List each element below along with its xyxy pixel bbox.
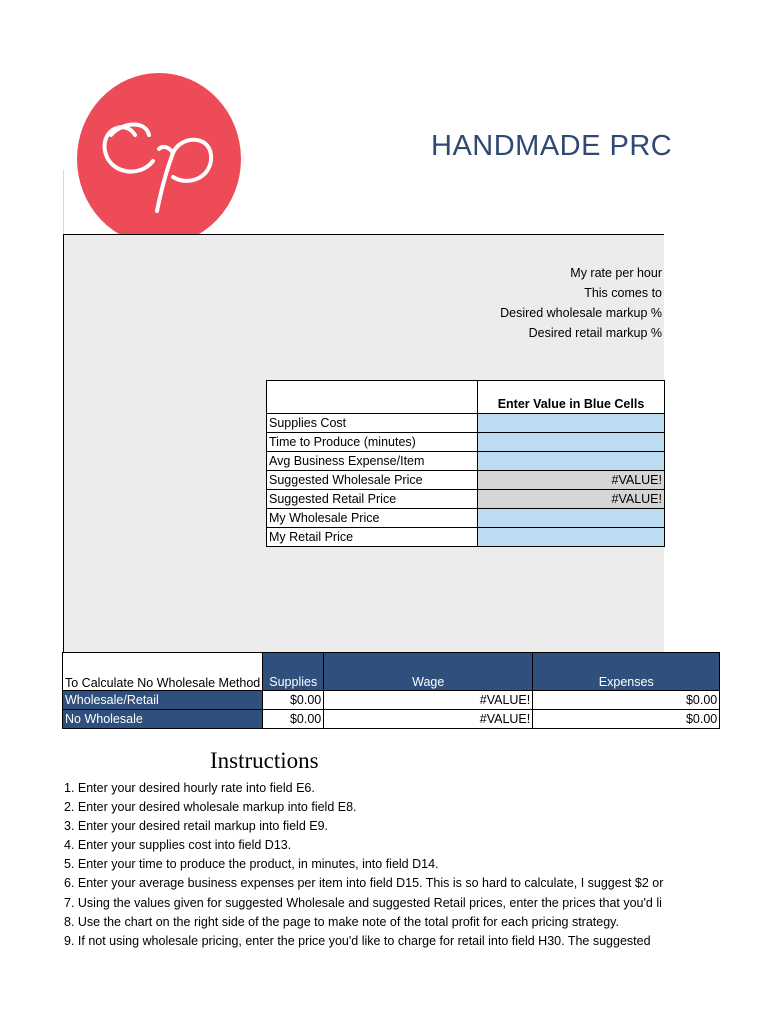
time-to-produce-input[interactable] [478, 433, 665, 452]
cp-monogram-icon [77, 73, 241, 245]
list-item: 4. Enter your supplies cost into field D13. [64, 838, 292, 853]
list-item: 8. Use the chart on the right side of the page to make note of the total profit for each pricing strategy. [64, 914, 619, 929]
business-expense-input[interactable] [478, 452, 665, 471]
instructions-list [64, 779, 664, 951]
logo [77, 73, 241, 245]
expenses-cell: $0.00 [533, 710, 720, 729]
no-wholesale-title: To Calculate No Wholesale Method [63, 653, 263, 691]
business-expense-label: Avg Business Expense/Item [267, 452, 478, 471]
list-item: 7. Using the values given for suggested Wholesale and suggested Retail prices, enter the prices that you'd li [64, 895, 662, 910]
divider [63, 170, 64, 234]
table-row [267, 414, 665, 433]
supplies-column-header: Supplies [263, 653, 324, 691]
hourly-rate-label: My rate per hour [570, 266, 662, 280]
supplies-cell: $0.00 [263, 710, 324, 729]
my-retail-label: My Retail Price [267, 528, 478, 547]
my-wholesale-input[interactable] [478, 509, 665, 528]
my-wholesale-label: My Wholesale Price [267, 509, 478, 528]
table-row [267, 528, 665, 547]
table-row [267, 509, 665, 528]
table-row [63, 710, 720, 729]
enter-value-header: Enter Value in Blue Cells [478, 381, 665, 414]
table-row [267, 433, 665, 452]
suggested-wholesale-value: #VALUE! [478, 471, 665, 490]
list-item: 1. Enter your desired hourly rate into field E6. [64, 781, 315, 795]
table-row [63, 691, 720, 710]
list-item: 5. Enter your time to produce the product, in minutes, into field D14. [64, 857, 439, 872]
comes-to-label: This comes to [584, 286, 662, 300]
table-header-row [63, 653, 720, 691]
table-row [267, 452, 665, 471]
no-wholesale-table [62, 652, 720, 729]
expenses-column-header: Expenses [533, 653, 720, 691]
list-item: 2. Enter your desired wholesale markup into field E8. [64, 800, 357, 815]
my-retail-input[interactable] [478, 528, 665, 547]
row-label: Wholesale/Retail [63, 691, 263, 710]
price-calculator-table [266, 380, 665, 547]
list-item: 6. Enter your average business expenses per item into field D15. This is so hard to calculate, I suggest $2 or [64, 876, 664, 891]
suggested-retail-label: Suggested Retail Price [267, 490, 478, 509]
supplies-cost-input[interactable] [478, 414, 665, 433]
wage-cell: #VALUE! [324, 691, 533, 710]
row-label: No Wholesale [63, 710, 263, 729]
instructions-heading: Instructions [210, 748, 319, 773]
list-item: 9. If not using wholesale pricing, enter the price you'd like to charge for retail into field H30. The suggested [64, 933, 651, 948]
page-title: HANDMADE PRC [431, 130, 673, 162]
wage-cell: #VALUE! [324, 710, 533, 729]
list-item: 3. Enter your desired retail markup into field E9. [64, 819, 329, 834]
table-header-row [267, 381, 665, 414]
wage-column-header: Wage [324, 653, 533, 691]
time-to-produce-label: Time to Produce (minutes) [267, 433, 478, 452]
table-row [267, 490, 665, 509]
table-row [267, 471, 665, 490]
suggested-wholesale-label: Suggested Wholesale Price [267, 471, 478, 490]
supplies-cost-label: Supplies Cost [267, 414, 478, 433]
table-header-empty [267, 381, 478, 414]
suggested-retail-value: #VALUE! [478, 490, 665, 509]
wholesale-markup-label: Desired wholesale markup % [500, 306, 662, 320]
expenses-cell: $0.00 [533, 691, 720, 710]
supplies-cell: $0.00 [263, 691, 324, 710]
retail-markup-label: Desired retail markup % [528, 326, 662, 340]
